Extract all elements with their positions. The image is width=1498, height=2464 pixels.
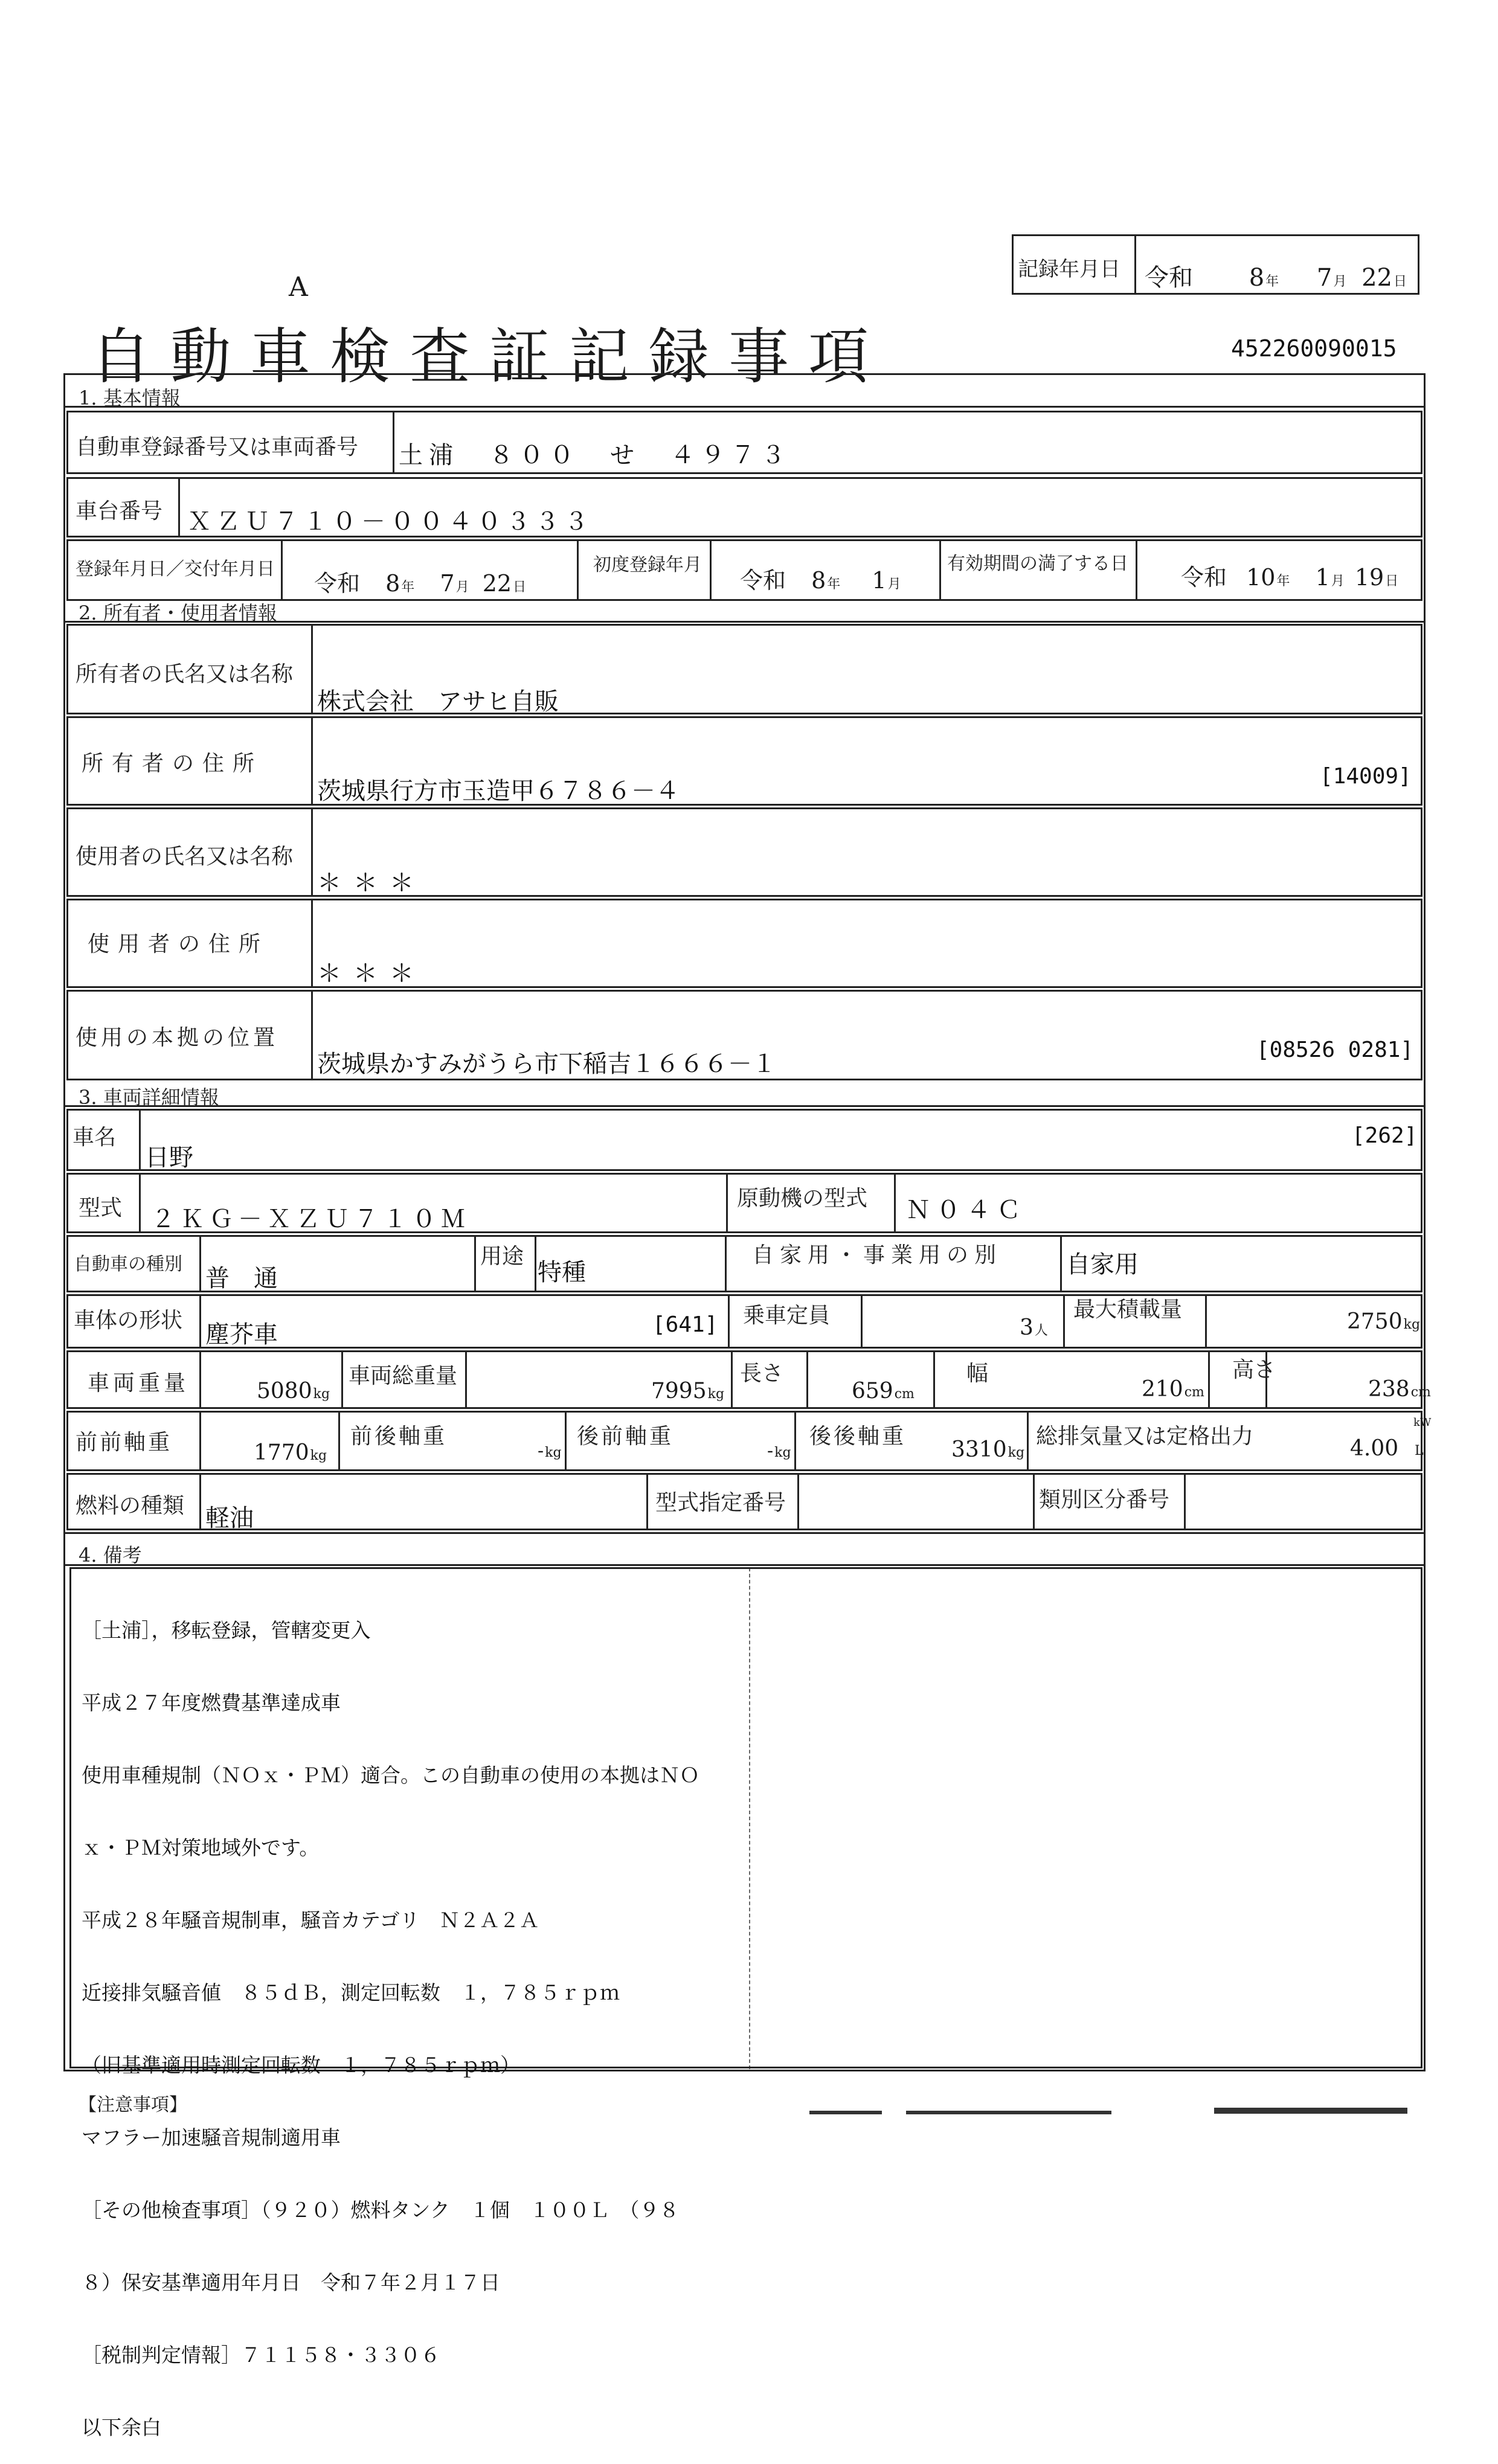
- fr-axle-label: 前後軸重: [350, 1424, 448, 1449]
- displacement-label: 総排気量又は定格出力: [1036, 1424, 1254, 1449]
- max-load: 2750kg: [1347, 1309, 1421, 1334]
- record-date-label: 記録年月日: [1018, 257, 1120, 281]
- remark-line: （旧基準適用時測定回転数 １，７８５ｒｐｍ）: [82, 2053, 520, 2077]
- user-name-label: 使用者の氏名又は名称: [76, 844, 294, 869]
- capacity: 3人: [1020, 1315, 1048, 1340]
- remark-line: 以下余白: [82, 2416, 161, 2439]
- car-name-label: 車名: [72, 1125, 117, 1150]
- remark-line: 使用車種規制（ＮＯｘ・ＰＭ）適合。この自動車の使用の本拠はＮＯ: [82, 1763, 699, 1787]
- vehicle-kind: 普 通: [205, 1265, 278, 1292]
- width-label: 幅: [966, 1361, 989, 1386]
- use-label: 用途: [480, 1244, 524, 1269]
- owner-address: 茨城県行方市玉造甲６７８６－４: [317, 777, 680, 805]
- model-label: 型式: [79, 1196, 123, 1221]
- body-code: [641]: [652, 1312, 718, 1337]
- owner-address-row: [66, 716, 1422, 806]
- capacity-label: 乗車定員: [743, 1303, 831, 1328]
- section-owner-title: 2. 所有者・使用者情報: [79, 602, 277, 624]
- chassis-label: 車台番号: [76, 499, 163, 524]
- category-label: 類別区分番号: [1039, 1487, 1170, 1512]
- reg-number-label: 自動車登録番号又は車両番号: [76, 435, 359, 460]
- displacement-unit-bottom: L: [1415, 1443, 1424, 1458]
- base-address: 茨城県かすみがうら市下稲吉１６６６－１: [317, 1050, 776, 1078]
- car-name-code: [262]: [1352, 1123, 1418, 1148]
- document-title: 自動車検査証記録事項: [91, 321, 888, 392]
- section-vehicle-title: 3. 車両詳細情報: [79, 1086, 219, 1109]
- max-load-label: 最大積載量: [1073, 1297, 1183, 1322]
- type-designation-label: 型式指定番号: [655, 1490, 786, 1515]
- expiry-date: 令和 10年 1月 19日: [1181, 564, 1399, 591]
- engine-label: 原動機の型式: [737, 1186, 868, 1211]
- remark-line: 平成２８年騒音規制車，騒音カテゴリ Ｎ２Ａ２Ａ: [82, 1908, 539, 1932]
- owner-name: 株式会社 アサヒ自販: [317, 688, 559, 716]
- remark-line: マフラー加速騒音規制適用車: [82, 2126, 341, 2149]
- length: 659cm: [852, 1379, 915, 1404]
- weight-label: 車両重量: [88, 1371, 190, 1396]
- rr-axle-label: 後後軸重: [809, 1424, 907, 1449]
- user-address-row: [66, 899, 1422, 988]
- user-name: ＊＊＊: [317, 869, 426, 897]
- vehicle-use: 特種: [538, 1259, 586, 1286]
- first-reg-label: 初度登録年月: [593, 554, 702, 576]
- footer-mark-1: [809, 2111, 882, 2114]
- car-name: 日野: [145, 1144, 193, 1172]
- displacement: 4.00: [1350, 1436, 1399, 1461]
- base-address-code: [08526 0281]: [1256, 1038, 1414, 1062]
- model: ２ＫＧ－ＸＺＵ７１０Ｍ: [151, 1205, 470, 1233]
- owner-address-label: 所有者の住所: [82, 751, 263, 776]
- remark-line: ［その他検査事項］（９２０）燃料タンク １個 １００Ｌ （９８: [82, 2198, 680, 2222]
- gross-label: 車両総重量: [349, 1364, 458, 1388]
- footer-mark-2: [906, 2111, 1111, 2114]
- length-label: 長さ: [740, 1361, 784, 1386]
- footer-mark-3: [1214, 2108, 1407, 2114]
- remark-line: ｘ・ＰＭ対策地域外です。: [82, 1836, 320, 1859]
- private-label: 自家用・事業用の別: [752, 1243, 1003, 1268]
- reg-date-label: 登録年月日／交付年月日: [76, 559, 275, 580]
- rf-axle-label: 後前軸重: [577, 1424, 674, 1449]
- first-reg-date: 令和 8年 1月: [740, 567, 901, 594]
- height-label: 高さ: [1232, 1358, 1276, 1382]
- document-number: 452260090015: [1231, 335, 1397, 362]
- ff-axle: 1770kg: [254, 1440, 327, 1465]
- owner-address-code: [14009]: [1320, 764, 1412, 789]
- ff-axle-label: 前前軸重: [76, 1430, 173, 1455]
- user-address: ＊＊＊: [317, 960, 426, 987]
- remarks-text: [82, 1570, 699, 2464]
- private-use: 自家用: [1066, 1251, 1139, 1279]
- remark-line: ［税制判定情報］７１１５８・３３０６: [82, 2343, 440, 2367]
- fuel-label: 燃料の種類: [76, 1493, 185, 1518]
- engine-model: Ｎ０４Ｃ: [906, 1196, 1027, 1224]
- remark-line: ８）保安基準適用年月日 令和７年２月１７日: [82, 2271, 500, 2294]
- gross-weight: 7995kg: [651, 1379, 725, 1404]
- car-name-row: [66, 1109, 1422, 1171]
- section-remarks-title: 4. 備考: [79, 1544, 142, 1567]
- fuel-type: 軽油: [205, 1504, 254, 1532]
- remark-line: 平成２７年度燃費基準達成車: [82, 1691, 341, 1715]
- form-mark: A: [289, 272, 308, 303]
- height: 238cm: [1368, 1377, 1431, 1402]
- chassis-number: ＸＺＵ７１０－００４０３３３: [187, 508, 593, 536]
- fr-axle: -kg: [538, 1440, 562, 1461]
- owner-name-label: 所有者の氏名又は名称: [76, 662, 294, 687]
- body-label: 車体の形状: [74, 1308, 183, 1333]
- base-location-label: 使用の本拠の位置: [76, 1025, 279, 1050]
- record-date: 令和 8年 7月 22日: [1145, 264, 1407, 292]
- displacement-unit-top: kW: [1413, 1416, 1432, 1429]
- user-address-label: 使用者の住所: [88, 932, 269, 957]
- remark-line: 近接排気騒音値 ８５ｄＢ，測定回転数 １，７８５ｒｐｍ: [82, 1981, 620, 2004]
- rf-axle: -kg: [767, 1440, 791, 1461]
- expiry-label: 有効期間の満了する日: [947, 553, 1128, 574]
- reg-number: 土浦 ８００ せ ４９７３: [399, 441, 791, 469]
- width: 210cm: [1142, 1377, 1204, 1402]
- reg-date: 令和 8年 7月 22日: [314, 570, 527, 597]
- remark-line: ［土浦］，移転登録，管轄変更入: [82, 1619, 371, 1642]
- section-basic-title: 1. 基本情報: [79, 387, 181, 409]
- kind-label: 自動車の種別: [74, 1254, 182, 1275]
- body-shape: 塵芥車: [205, 1321, 278, 1349]
- notice-heading: 【注意事項】: [79, 2094, 187, 2116]
- rr-axle: 3310kg: [951, 1437, 1025, 1462]
- vehicle-weight: 5080kg: [257, 1379, 330, 1404]
